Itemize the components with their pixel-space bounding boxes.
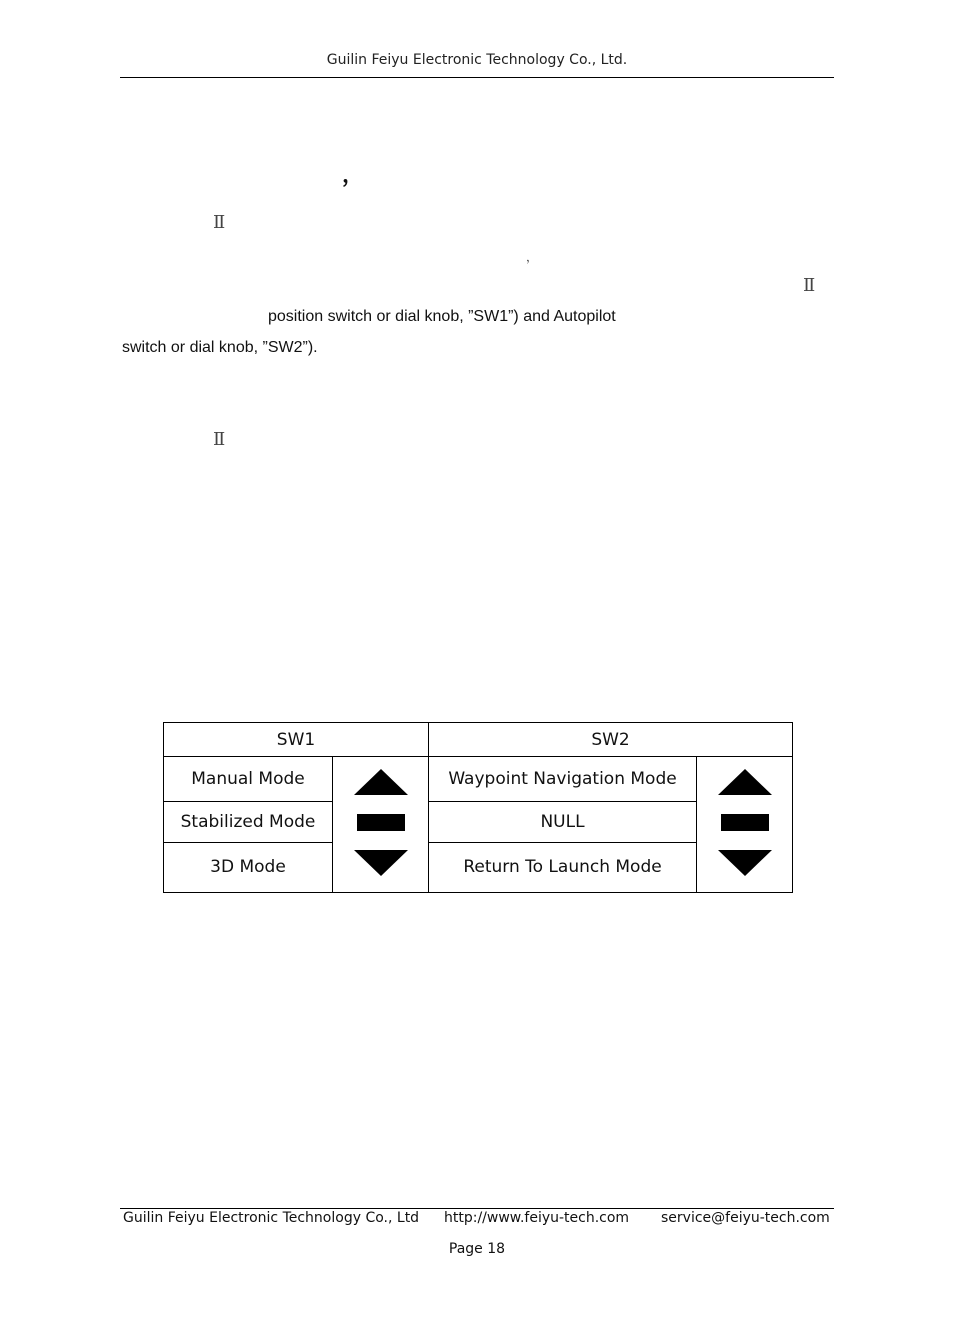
bar-icon — [721, 814, 769, 831]
sw2-mode-cell: NULL — [429, 802, 697, 842]
sw2-arrow-cell — [697, 757, 793, 893]
sw2-header: SW2 — [429, 723, 793, 757]
mode-table — [163, 722, 793, 893]
sw2-mode-cell: Return To Launch Mode — [429, 842, 697, 892]
sw2-mode-cell: Waypoint Navigation Mode — [429, 757, 697, 802]
footer-rule — [120, 1208, 834, 1209]
arrow-up-icon — [718, 769, 772, 795]
page-number: Page 18 — [448, 1241, 506, 1257]
comma-glyph: ， — [342, 162, 365, 188]
sw1-arrow-cell — [333, 757, 429, 893]
arrow-down-icon — [354, 850, 408, 876]
footer-website-link[interactable]: http://www.feiyu-tech.com — [444, 1210, 630, 1226]
sw1-mode-cell: Manual Mode — [164, 757, 333, 802]
sw1-header: SW1 — [164, 723, 429, 757]
header-rule — [120, 77, 834, 78]
body-line-2: switch or dial knob, ”SW2”). — [122, 339, 318, 356]
bar-icon — [357, 814, 405, 831]
body-line-1: position switch or dial knob, ”SW1”) and Autopilot — [268, 308, 616, 325]
roman-numeral-glyph: Ⅱ — [213, 212, 226, 233]
roman-numeral-glyph: Ⅱ — [803, 275, 816, 296]
arrow-down-icon — [718, 850, 772, 876]
footer-company: Guilin Feiyu Electronic Technology Co., Ltd — [123, 1210, 420, 1226]
roman-numeral-glyph: Ⅱ — [213, 429, 226, 450]
comma-glyph-small: ， — [526, 250, 539, 264]
arrow-up-icon — [354, 769, 408, 795]
sw1-mode-cell: 3D Mode — [164, 842, 333, 892]
footer-email-link[interactable]: service@feiyu-tech.com — [661, 1210, 830, 1226]
header-company: Guilin Feiyu Electronic Technology Co., Ltd. — [326, 52, 628, 68]
sw1-mode-cell: Stabilized Mode — [164, 802, 333, 842]
